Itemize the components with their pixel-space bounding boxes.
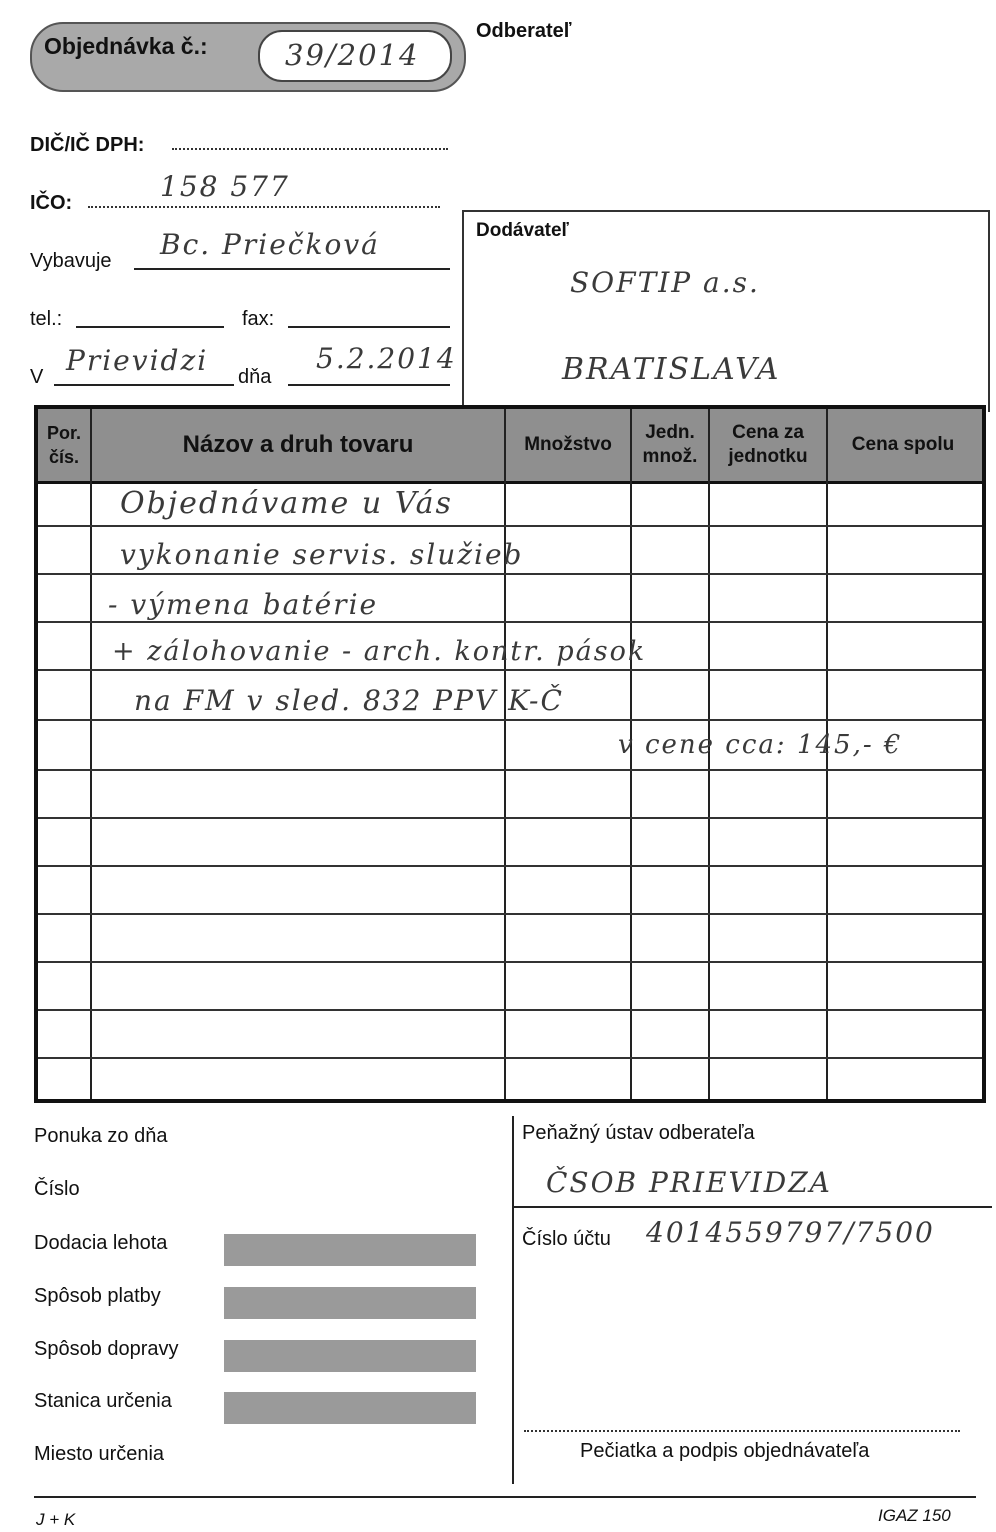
col-header-unit-price: Cena za jednotku (728, 422, 808, 467)
fax-line (288, 326, 450, 328)
place-line (54, 384, 234, 386)
tel-label: tel.: (30, 308, 63, 330)
col-header-no: Por. čís. (46, 423, 81, 467)
handwritten-line: - výmena batérie (108, 588, 379, 621)
supplier-heading: Dodávateľ (476, 220, 569, 241)
bank-line (514, 1206, 992, 1208)
handwritten-line: vykonanie servis. služieb (120, 538, 524, 571)
signature-label: Pečiatka a podpis objednávateľa (580, 1440, 870, 1462)
row-divider (38, 817, 982, 819)
number-label: Číslo (34, 1178, 80, 1200)
handler-label: Vybavuje (30, 250, 112, 272)
row-divider (38, 913, 982, 915)
bottom-rule (34, 1496, 976, 1498)
handler-value: Bc. Priečková (160, 228, 380, 261)
row-divider (38, 1009, 982, 1011)
ico-label: IČO: (30, 192, 73, 214)
handwritten-line: Objednávame u Vás (120, 486, 453, 521)
supplier-name: SOFTIP a.s. (570, 266, 760, 299)
col-header-total: Cena spolu (851, 434, 955, 455)
row-divider (38, 573, 982, 575)
vat-label: DIČ/IČ DPH: (30, 134, 145, 156)
handwritten-line: v cene cca: 145,- € (618, 730, 903, 760)
signature-line (524, 1430, 960, 1432)
place-value: Prievidzi (66, 344, 209, 377)
station-label: Stanica určenia (34, 1390, 172, 1412)
destination-label: Miesto určenia (34, 1443, 165, 1465)
delivery-field (224, 1234, 476, 1266)
transport-label: Spôsob dopravy (34, 1338, 179, 1360)
row-divider (38, 719, 982, 721)
payment-field (224, 1287, 476, 1319)
row-divider (38, 961, 982, 963)
offer-date-label: Ponuka zo dňa (34, 1125, 168, 1147)
handwritten-line: na FM v sled. 832 PPV K-Č (134, 684, 564, 717)
handwritten-line: + zálohovanie - arch. kontr. pások (112, 636, 647, 667)
row-divider (38, 1057, 982, 1059)
vat-line (172, 148, 448, 150)
delivery-label: Dodacia lehota (34, 1232, 168, 1254)
footer-divider (512, 1116, 514, 1484)
buyer-heading: Odberateľ (476, 20, 572, 42)
col-header-unit: Jedn. množ. (642, 422, 698, 467)
fax-label: fax: (242, 308, 275, 330)
supplier-city: BRATISLAVA (562, 352, 781, 387)
col-header-name: Názov a druh tovaru (182, 431, 414, 458)
col-divider (504, 409, 506, 1099)
date-label: dňa (238, 366, 272, 388)
order-number: 39/2014 (285, 38, 420, 72)
ico-line (88, 206, 440, 208)
col-header-qty: Množstvo (524, 434, 612, 455)
place-label: V (30, 366, 44, 388)
ico-value: 158 577 (160, 170, 290, 203)
col-divider (90, 409, 92, 1099)
form-code: IGAZ 150 (878, 1506, 951, 1525)
order-label: Objednávka č.: (44, 33, 208, 59)
account-label: Číslo účtu (522, 1228, 611, 1250)
transport-field (224, 1340, 476, 1372)
bank-value: ČSOB PRIEVIDZA (546, 1166, 832, 1199)
row-divider (38, 669, 982, 671)
row-divider (38, 621, 982, 623)
account-value: 4014559797/7500 (646, 1216, 935, 1249)
handler-line (134, 268, 450, 270)
date-value: 5.2.2014 (316, 342, 457, 375)
tel-line (76, 326, 224, 328)
bank-label: Peňažný ústav odberateľa (522, 1122, 755, 1144)
row-divider (38, 865, 982, 867)
date-line (288, 384, 450, 386)
publisher-mark: J + K (36, 1510, 76, 1529)
row-divider (38, 769, 982, 771)
row-divider (38, 525, 982, 527)
payment-label: Spôsob platby (34, 1285, 161, 1307)
station-field (224, 1392, 476, 1424)
